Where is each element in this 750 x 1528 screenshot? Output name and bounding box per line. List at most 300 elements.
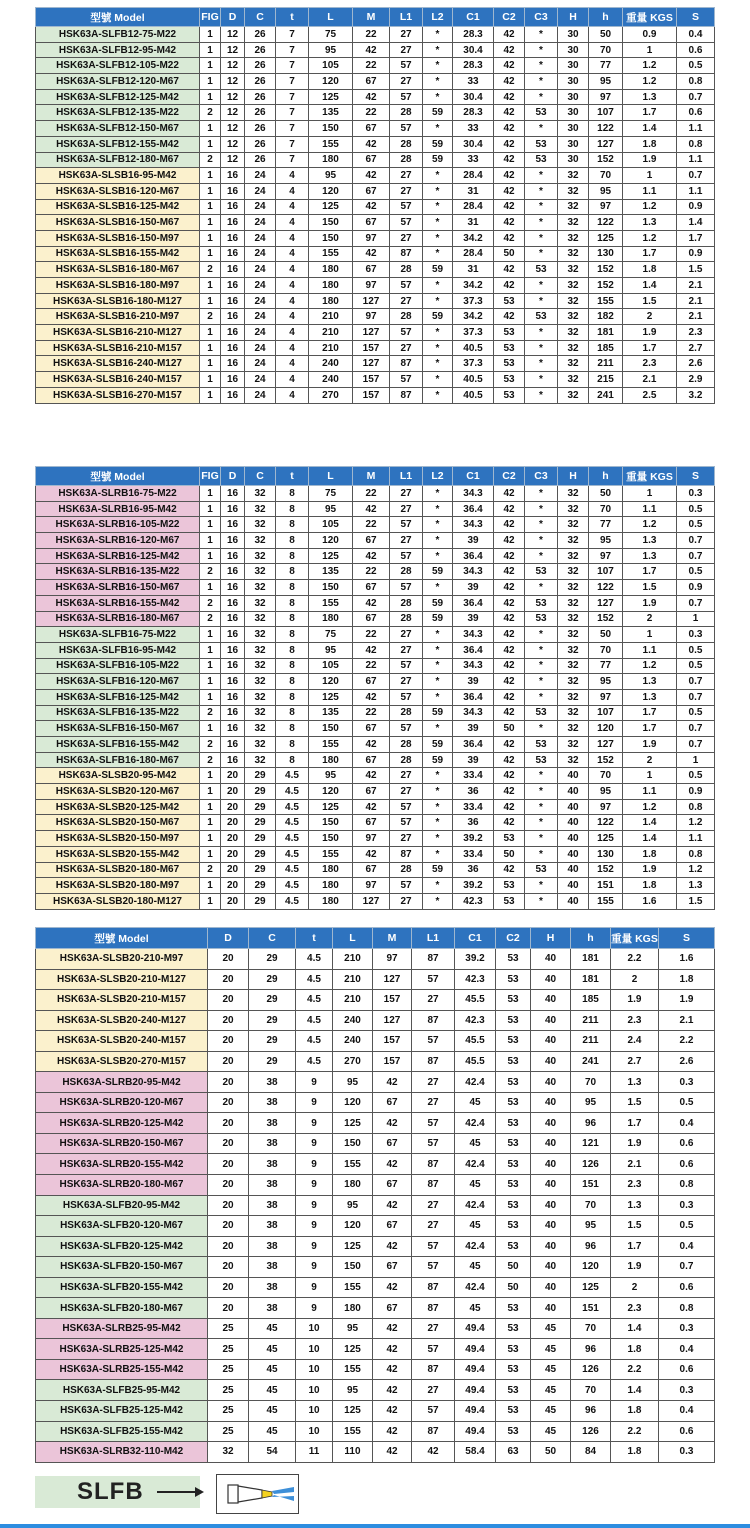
value-cell: 4.5 <box>276 831 309 847</box>
value-cell: * <box>423 58 453 74</box>
value-cell: 32 <box>558 278 589 294</box>
value-cell: 57 <box>390 121 423 137</box>
value-cell: 26 <box>245 136 276 152</box>
legend <box>35 1474 707 1514</box>
value-cell: 42 <box>494 548 525 564</box>
value-cell: 59 <box>423 595 453 611</box>
value-cell: 2 <box>200 152 221 168</box>
value-cell: 2.3 <box>611 1175 659 1196</box>
value-cell: 39 <box>453 674 494 690</box>
value-cell: 16 <box>221 356 245 372</box>
value-cell: 70 <box>571 1318 611 1339</box>
value-cell: 30 <box>558 58 589 74</box>
value-cell: 32 <box>208 1442 249 1463</box>
model-cell: HSK63A-SLSB16-240-M127 <box>36 356 200 372</box>
value-cell: 97 <box>589 548 623 564</box>
value-cell: 38 <box>249 1216 296 1237</box>
value-cell: * <box>525 689 558 705</box>
value-cell: 27 <box>412 990 455 1011</box>
column-header-model: 型號 Model <box>36 467 200 486</box>
value-cell: 1.7 <box>623 564 677 580</box>
value-cell: 57 <box>390 372 423 388</box>
value-cell: 1 <box>200 893 221 909</box>
value-cell: 2.3 <box>611 1010 659 1031</box>
table-row <box>36 799 715 815</box>
value-cell: * <box>525 548 558 564</box>
value-cell: 4.5 <box>276 878 309 894</box>
value-cell: 130 <box>589 246 623 262</box>
value-cell: * <box>423 27 453 43</box>
value-cell: 27 <box>390 768 423 784</box>
value-cell: 20 <box>208 1298 249 1319</box>
value-cell: 2.6 <box>659 1051 715 1072</box>
column-header: L2 <box>423 8 453 27</box>
value-cell: 24 <box>245 246 276 262</box>
value-cell: * <box>525 246 558 262</box>
column-header: h <box>589 467 623 486</box>
value-cell: 9 <box>296 1277 333 1298</box>
value-cell: 180 <box>333 1298 373 1319</box>
value-cell: 42 <box>494 278 525 294</box>
value-cell: 36 <box>453 784 494 800</box>
model-cell: HSK63A-SLRB16-155-M42 <box>36 595 200 611</box>
column-header: S <box>659 928 715 949</box>
model-cell: HSK63A-SLSB20-180-M67 <box>36 862 200 878</box>
value-cell: 1.3 <box>623 689 677 705</box>
column-header: H <box>558 8 589 27</box>
value-cell: 97 <box>353 309 390 325</box>
value-cell: 1 <box>623 486 677 502</box>
value-cell: 25 <box>208 1359 249 1380</box>
value-cell: 67 <box>353 215 390 231</box>
value-cell: 29 <box>249 969 296 990</box>
value-cell: 36.4 <box>453 548 494 564</box>
value-cell: 33.4 <box>453 846 494 862</box>
value-cell: 2 <box>200 262 221 278</box>
value-cell: 30 <box>558 42 589 58</box>
value-cell: 24 <box>245 325 276 341</box>
value-cell: 0.5 <box>677 658 715 674</box>
value-cell: 33.4 <box>453 799 494 815</box>
value-cell: 67 <box>353 815 390 831</box>
value-cell: 0.6 <box>659 1133 715 1154</box>
model-cell: HSK63A-SLRB20-150-M67 <box>36 1133 208 1154</box>
value-cell: 0.8 <box>659 1298 715 1319</box>
table-row <box>36 501 715 517</box>
model-cell: HSK63A-SLFB16-75-M22 <box>36 627 200 643</box>
value-cell: 87 <box>412 1051 455 1072</box>
value-cell: 1 <box>200 642 221 658</box>
value-cell: * <box>423 340 453 356</box>
value-cell: 2 <box>623 752 677 768</box>
model-cell: HSK63A-SLSB16-210-M127 <box>36 325 200 341</box>
value-cell: 16 <box>221 752 245 768</box>
value-cell: 2 <box>200 752 221 768</box>
value-cell: 32 <box>245 752 276 768</box>
value-cell: 96 <box>571 1401 611 1422</box>
value-cell: 4 <box>276 356 309 372</box>
value-cell: 1.2 <box>623 799 677 815</box>
table-row <box>36 74 715 90</box>
value-cell: 30 <box>558 121 589 137</box>
value-cell: * <box>423 121 453 137</box>
model-cell: HSK63A-SLRB16-120-M67 <box>36 533 200 549</box>
value-cell: 36 <box>453 815 494 831</box>
value-cell: 26 <box>245 74 276 90</box>
value-cell: * <box>525 784 558 800</box>
table-row <box>36 372 715 388</box>
value-cell: 45 <box>455 1175 496 1196</box>
value-cell: 40 <box>558 799 589 815</box>
model-cell: HSK63A-SLRB16-105-M22 <box>36 517 200 533</box>
value-cell: 67 <box>373 1133 412 1154</box>
value-cell: 7 <box>276 74 309 90</box>
value-cell: 2.6 <box>677 356 715 372</box>
value-cell: 1.7 <box>611 1113 659 1134</box>
value-cell: 53 <box>496 1051 531 1072</box>
value-cell: 1.9 <box>623 595 677 611</box>
value-cell: 181 <box>571 969 611 990</box>
value-cell: 42 <box>494 737 525 753</box>
model-cell: HSK63A-SLSB16-150-M97 <box>36 230 200 246</box>
value-cell: 42 <box>494 215 525 231</box>
value-cell: 16 <box>221 658 245 674</box>
value-cell: 4 <box>276 340 309 356</box>
table-row <box>36 183 715 199</box>
value-cell: 16 <box>221 533 245 549</box>
value-cell: 22 <box>353 705 390 721</box>
value-cell: 87 <box>412 1154 455 1175</box>
value-cell: 95 <box>309 501 353 517</box>
table-row <box>36 1236 715 1257</box>
value-cell: 45 <box>531 1380 571 1401</box>
value-cell: 45.5 <box>455 990 496 1011</box>
value-cell: 120 <box>309 533 353 549</box>
value-cell: * <box>525 215 558 231</box>
value-cell: 42 <box>373 1236 412 1257</box>
value-cell: 155 <box>333 1421 373 1442</box>
value-cell: 42 <box>353 246 390 262</box>
value-cell: * <box>423 183 453 199</box>
value-cell: 32 <box>245 658 276 674</box>
value-cell: 40 <box>531 1010 571 1031</box>
value-cell: 97 <box>353 878 390 894</box>
value-cell: 42 <box>494 121 525 137</box>
model-cell: HSK63A-SLSB16-180-M127 <box>36 293 200 309</box>
value-cell: 1.1 <box>677 152 715 168</box>
table-row <box>36 1359 715 1380</box>
table-row <box>36 293 715 309</box>
value-cell: 157 <box>373 1031 412 1052</box>
value-cell: 42 <box>373 1154 412 1175</box>
value-cell: 53 <box>496 1072 531 1093</box>
value-cell: 39 <box>453 721 494 737</box>
value-cell: 122 <box>589 815 623 831</box>
model-cell: HSK63A-SLRB16-95-M42 <box>36 501 200 517</box>
value-cell: 8 <box>276 564 309 580</box>
value-cell: 27 <box>390 533 423 549</box>
value-cell: 45.5 <box>455 1031 496 1052</box>
value-cell: 180 <box>309 152 353 168</box>
value-cell: 27 <box>390 340 423 356</box>
value-cell: 67 <box>353 580 390 596</box>
value-cell: * <box>423 199 453 215</box>
value-cell: 151 <box>571 1298 611 1319</box>
value-cell: 0.7 <box>677 89 715 105</box>
value-cell: 20 <box>208 1195 249 1216</box>
value-cell: 210 <box>309 325 353 341</box>
value-cell: 27 <box>390 486 423 502</box>
value-cell: * <box>423 658 453 674</box>
model-cell: HSK63A-SLSB16-210-M97 <box>36 309 200 325</box>
table-row <box>36 658 715 674</box>
value-cell: 38 <box>249 1113 296 1134</box>
value-cell: 39.2 <box>455 949 496 970</box>
value-cell: 182 <box>589 309 623 325</box>
column-header: D <box>221 467 245 486</box>
value-cell: 4.5 <box>296 1031 333 1052</box>
value-cell: 125 <box>571 1277 611 1298</box>
value-cell: 127 <box>373 969 412 990</box>
value-cell: 53 <box>525 705 558 721</box>
value-cell: 32 <box>558 356 589 372</box>
value-cell: 59 <box>423 862 453 878</box>
value-cell: 28.4 <box>453 199 494 215</box>
value-cell: 24 <box>245 356 276 372</box>
value-cell: 155 <box>309 595 353 611</box>
value-cell: 53 <box>525 105 558 121</box>
value-cell: 87 <box>390 846 423 862</box>
value-cell: 42 <box>494 230 525 246</box>
value-cell: 57 <box>390 548 423 564</box>
value-cell: 1.3 <box>623 674 677 690</box>
value-cell: 67 <box>373 1216 412 1237</box>
value-cell: 9 <box>296 1216 333 1237</box>
value-cell: * <box>525 74 558 90</box>
value-cell: 34.3 <box>453 564 494 580</box>
value-cell: 53 <box>496 1113 531 1134</box>
value-cell: 95 <box>333 1195 373 1216</box>
value-cell: 1.2 <box>623 658 677 674</box>
value-cell: 4 <box>276 246 309 262</box>
value-cell: 42 <box>494 89 525 105</box>
table-row <box>36 969 715 990</box>
value-cell: 126 <box>571 1421 611 1442</box>
column-header: C1 <box>453 467 494 486</box>
value-cell: 1 <box>200 42 221 58</box>
value-cell: 151 <box>571 1175 611 1196</box>
value-cell: 50 <box>589 627 623 643</box>
value-cell: 95 <box>571 1216 611 1237</box>
value-cell: 9 <box>296 1236 333 1257</box>
value-cell: 0.7 <box>677 674 715 690</box>
value-cell: 42 <box>353 548 390 564</box>
value-cell: 40.5 <box>453 372 494 388</box>
value-cell: 2 <box>200 564 221 580</box>
table-row <box>36 752 715 768</box>
value-cell: 150 <box>309 215 353 231</box>
value-cell: 36.4 <box>453 501 494 517</box>
table-row <box>36 1401 715 1422</box>
column-header: C1 <box>455 928 496 949</box>
value-cell: 4.5 <box>276 815 309 831</box>
value-cell: 28.4 <box>453 246 494 262</box>
table-row <box>36 893 715 909</box>
value-cell: 12 <box>221 136 245 152</box>
value-cell: 1 <box>200 89 221 105</box>
value-cell: 4 <box>276 168 309 184</box>
value-cell: 32 <box>245 517 276 533</box>
value-cell: 155 <box>333 1154 373 1175</box>
table-row <box>36 262 715 278</box>
value-cell: 37.3 <box>453 293 494 309</box>
value-cell: 1.2 <box>623 517 677 533</box>
value-cell: * <box>525 356 558 372</box>
value-cell: 29 <box>245 878 276 894</box>
value-cell: 34.3 <box>453 705 494 721</box>
value-cell: 125 <box>589 831 623 847</box>
value-cell: 157 <box>353 340 390 356</box>
table-row <box>36 89 715 105</box>
value-cell: 4.5 <box>276 846 309 862</box>
value-cell: 1.1 <box>677 121 715 137</box>
value-cell: 4 <box>276 262 309 278</box>
value-cell: 53 <box>525 309 558 325</box>
value-cell: * <box>423 533 453 549</box>
model-cell: HSK63A-SLSB20-125-M42 <box>36 799 200 815</box>
value-cell: 0.3 <box>659 1072 715 1093</box>
value-cell: 2.2 <box>659 1031 715 1052</box>
table-row <box>36 1257 715 1278</box>
column-header: M <box>373 928 412 949</box>
value-cell: 16 <box>221 580 245 596</box>
value-cell: 95 <box>571 1092 611 1113</box>
value-cell: 211 <box>571 1031 611 1052</box>
column-header: H <box>531 928 571 949</box>
value-cell: 4 <box>276 293 309 309</box>
model-cell: HSK63A-SLRB16-125-M42 <box>36 548 200 564</box>
value-cell: 1 <box>200 486 221 502</box>
value-cell: 16 <box>221 309 245 325</box>
value-cell: 0.8 <box>677 846 715 862</box>
value-cell: 32 <box>558 387 589 403</box>
value-cell: 1 <box>200 293 221 309</box>
value-cell: 42 <box>494 309 525 325</box>
value-cell: 59 <box>423 611 453 627</box>
value-cell: 27 <box>390 74 423 90</box>
value-cell: 0.4 <box>659 1236 715 1257</box>
value-cell: 57 <box>412 1113 455 1134</box>
value-cell: 57 <box>390 517 423 533</box>
value-cell: * <box>423 815 453 831</box>
model-cell: HSK63A-SLFB12-105-M22 <box>36 58 200 74</box>
value-cell: 1 <box>200 230 221 246</box>
value-cell: 270 <box>309 387 353 403</box>
value-cell: 50 <box>496 1277 531 1298</box>
value-cell: 157 <box>353 387 390 403</box>
table-body <box>36 27 715 404</box>
value-cell: 33 <box>453 74 494 90</box>
column-header: C1 <box>453 8 494 27</box>
value-cell: 0.8 <box>677 74 715 90</box>
value-cell: 32 <box>245 486 276 502</box>
column-header: C3 <box>525 467 558 486</box>
value-cell: 42 <box>353 42 390 58</box>
value-cell: 42 <box>494 564 525 580</box>
model-cell: HSK63A-SLFB16-180-M67 <box>36 752 200 768</box>
value-cell: 0.5 <box>677 768 715 784</box>
value-cell: * <box>525 293 558 309</box>
value-cell: 20 <box>208 1092 249 1113</box>
value-cell: 59 <box>423 152 453 168</box>
value-cell: 24 <box>245 215 276 231</box>
value-cell: 32 <box>558 340 589 356</box>
table-row <box>36 27 715 43</box>
value-cell: 16 <box>221 183 245 199</box>
value-cell: 120 <box>571 1257 611 1278</box>
table-row <box>36 1298 715 1319</box>
column-header: C3 <box>525 8 558 27</box>
value-cell: 40 <box>531 1051 571 1072</box>
value-cell: 40 <box>558 768 589 784</box>
model-cell: HSK63A-SLFB12-180-M67 <box>36 152 200 168</box>
model-cell: HSK63A-SLSB20-270-M157 <box>36 1051 208 1072</box>
value-cell: 42.4 <box>455 1195 496 1216</box>
value-cell: 151 <box>589 878 623 894</box>
value-cell: 105 <box>309 658 353 674</box>
model-cell: HSK63A-SLRB16-180-M67 <box>36 611 200 627</box>
value-cell: 32 <box>558 215 589 231</box>
value-cell: 12 <box>221 42 245 58</box>
value-cell: 67 <box>353 784 390 800</box>
value-cell: 42 <box>373 1442 412 1463</box>
value-cell: * <box>423 387 453 403</box>
value-cell: 25 <box>208 1380 249 1401</box>
value-cell: 40 <box>558 878 589 894</box>
value-cell: 9 <box>296 1072 333 1093</box>
value-cell: 53 <box>494 340 525 356</box>
value-cell: 1 <box>200 815 221 831</box>
value-cell: 57 <box>412 1133 455 1154</box>
value-cell: 42 <box>353 168 390 184</box>
column-header: D <box>221 8 245 27</box>
value-cell: 32 <box>245 627 276 643</box>
table-row <box>36 533 715 549</box>
value-cell: 59 <box>423 262 453 278</box>
value-cell: 16 <box>221 627 245 643</box>
value-cell: 1.7 <box>623 721 677 737</box>
value-cell: 27 <box>390 42 423 58</box>
value-cell: 152 <box>589 152 623 168</box>
model-cell: HSK63A-SLFB12-150-M67 <box>36 121 200 137</box>
value-cell: 29 <box>249 990 296 1011</box>
value-cell: 1.7 <box>677 230 715 246</box>
value-cell: 241 <box>589 387 623 403</box>
column-header: C2 <box>494 467 525 486</box>
value-cell: 40 <box>531 990 571 1011</box>
value-cell: 8 <box>276 674 309 690</box>
value-cell: 45 <box>455 1133 496 1154</box>
value-cell: 42 <box>494 705 525 721</box>
table-row <box>36 1133 715 1154</box>
value-cell: 59 <box>423 309 453 325</box>
value-cell: 1 <box>200 215 221 231</box>
value-cell: 28 <box>390 309 423 325</box>
value-cell: 32 <box>558 533 589 549</box>
value-cell: 34.3 <box>453 486 494 502</box>
value-cell: 31 <box>453 262 494 278</box>
value-cell: 40 <box>531 1236 571 1257</box>
